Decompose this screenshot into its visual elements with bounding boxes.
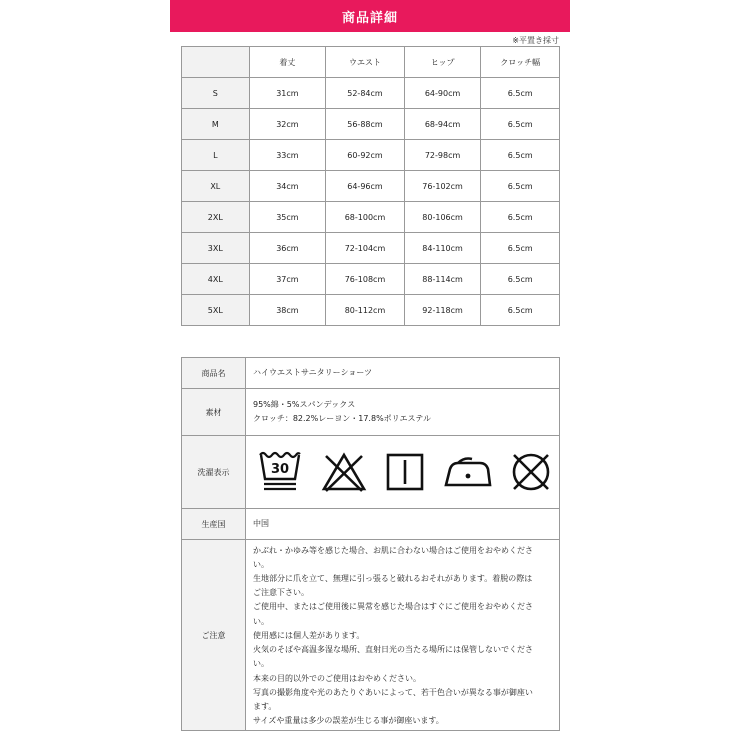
origin-row (182, 509, 560, 540)
caution-value (246, 540, 560, 731)
caution-label: ご注意 (182, 540, 246, 731)
hip-cell: 68-94cm (404, 109, 481, 140)
crotch-cell: 6.5cm (481, 295, 560, 326)
waist-cell: 52-84cm (326, 78, 405, 109)
waist-cell: 76-108cm (326, 264, 405, 295)
length-cell: 36cm (249, 233, 326, 264)
product-name-label: 商品名 (182, 358, 246, 389)
caution-line: かぶれ・かゆみ等を感じた場合、お肌に合わない場合はご使用をおやめくださ (253, 545, 533, 555)
caution-row (182, 540, 560, 731)
crotch-cell: 6.5cm (481, 78, 560, 109)
origin-value: 中国 (246, 509, 560, 540)
size-label: M (182, 109, 250, 140)
size-row (182, 295, 560, 326)
size-row (182, 109, 560, 140)
size-label: 3XL (182, 233, 250, 264)
caution-line: い。 (253, 616, 269, 626)
product-info-table (181, 357, 560, 731)
size-label: S (182, 78, 250, 109)
wash-30-icon (257, 449, 303, 495)
hip-cell: 84-110cm (404, 233, 481, 264)
size-row (182, 78, 560, 109)
care-label: 洗濯表示 (182, 436, 246, 509)
crotch-cell: 6.5cm (481, 109, 560, 140)
size-row (182, 202, 560, 233)
length-cell: 31cm (249, 78, 326, 109)
caution-line: い。 (253, 659, 269, 669)
material-value (246, 389, 560, 436)
size-row (182, 264, 560, 295)
size-table-header-row (182, 47, 560, 78)
waist-cell: 80-112cm (326, 295, 405, 326)
caution-line: 生地部分に爪を立て、無理に引っ張ると破れるおそれがあります。着脱の際は (253, 574, 533, 584)
header-cell-crotch: クロッチ幅 (481, 47, 560, 78)
length-cell: 33cm (249, 140, 326, 171)
size-row (182, 171, 560, 202)
waist-cell: 64-96cm (326, 171, 405, 202)
caution-line: ご注意下さい。 (253, 588, 309, 598)
waist-cell: 68-100cm (326, 202, 405, 233)
no-dry-clean-icon (509, 450, 553, 494)
size-row (182, 233, 560, 264)
length-cell: 35cm (249, 202, 326, 233)
hip-cell: 80-106cm (404, 202, 481, 233)
header-cell-waist: ウエスト (326, 47, 405, 78)
waist-cell: 72-104cm (326, 233, 405, 264)
length-cell: 38cm (249, 295, 326, 326)
hip-cell: 92-118cm (404, 295, 481, 326)
length-cell: 32cm (249, 109, 326, 140)
care-row (182, 436, 560, 509)
no-bleach-icon (320, 450, 368, 494)
wash-temp-label: 30 (270, 462, 290, 477)
drip-dry-icon (385, 452, 425, 492)
size-label: 5XL (182, 295, 250, 326)
caution-line: 写真の撮影角度や光のあたりぐあいによって、若干色合いが異なる事が御座い (253, 687, 533, 697)
crotch-cell: 6.5cm (481, 233, 560, 264)
size-label: 2XL (182, 202, 250, 233)
material-label: 素材 (182, 389, 246, 436)
material-line: クロッチ：82.2%レーヨン・17.8%ポリエステル (253, 414, 431, 423)
origin-label: 生産国 (182, 509, 246, 540)
crotch-cell: 6.5cm (481, 264, 560, 295)
waist-cell: 56-88cm (326, 109, 405, 140)
header-cell-length: 着丈 (249, 47, 326, 78)
material-row (182, 389, 560, 436)
section-header (170, 0, 570, 32)
care-icons (246, 436, 560, 509)
size-label: XL (182, 171, 250, 202)
crotch-cell: 6.5cm (481, 171, 560, 202)
product-name-value: ハイウエストサニタリーショーツ (246, 358, 560, 389)
caution-line: ご使用中、またはご使用後に異常を感じた場合はすぐにご使用をおやめくださ (253, 602, 533, 612)
caution-line: ます。 (253, 701, 277, 711)
crotch-cell: 6.5cm (481, 140, 560, 171)
product-name-row (182, 358, 560, 389)
length-cell: 37cm (249, 264, 326, 295)
iron-low-icon (442, 453, 492, 491)
crotch-cell: 6.5cm (481, 202, 560, 233)
waist-cell: 60-92cm (326, 140, 405, 171)
hip-cell: 72-98cm (404, 140, 481, 171)
header-cell-hip: ヒップ (404, 47, 481, 78)
caution-line: 火気のそばや高温多湿な場所、直射日光の当たる場所には保管しないでくださ (253, 645, 533, 655)
measurement-note: ※平置き採寸 (512, 36, 559, 45)
caution-line: い。 (253, 559, 269, 569)
hip-cell: 76-102cm (404, 171, 481, 202)
size-label: 4XL (182, 264, 250, 295)
size-label: L (182, 140, 250, 171)
caution-line: 使用感には個人差があります。 (253, 630, 365, 640)
size-row (182, 140, 560, 171)
header-cell-blank (182, 47, 250, 78)
material-line: 95%綿・5%スパンデックス (253, 400, 356, 409)
caution-line: サイズや重量は多少の誤差が生じる事が御座います。 (253, 716, 444, 726)
length-cell: 34cm (249, 171, 326, 202)
caution-line: 本来の目的以外でのご使用はおやめください。 (253, 673, 421, 683)
size-table (181, 46, 560, 326)
hip-cell: 64-90cm (404, 78, 481, 109)
section-title: 商品詳細 (341, 10, 398, 26)
hip-cell: 88-114cm (404, 264, 481, 295)
